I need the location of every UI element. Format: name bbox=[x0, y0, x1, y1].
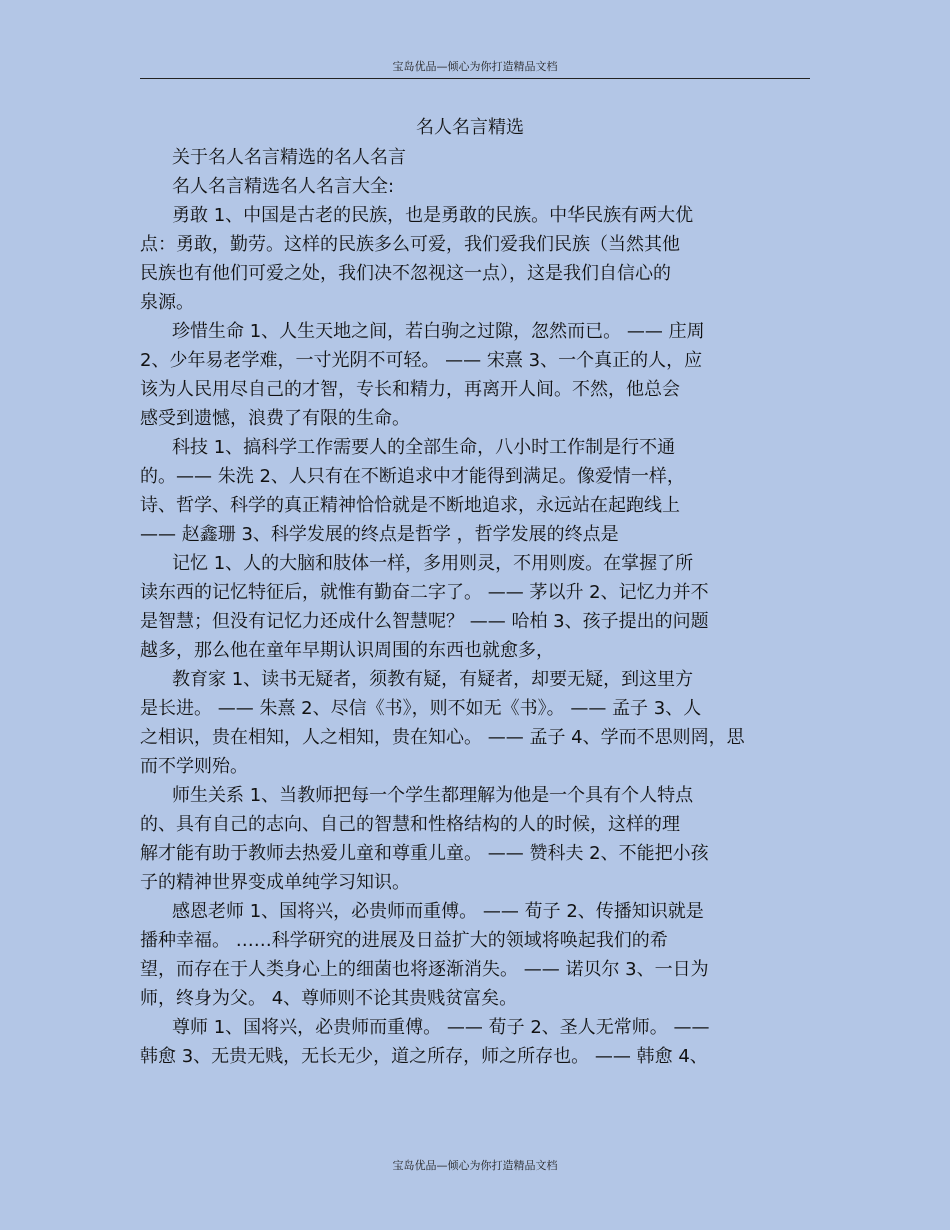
page-header: 宝岛优品—倾心为你打造精品文档 bbox=[392, 60, 558, 73]
page-footer: 宝岛优品—倾心为你打造精品文档 bbox=[392, 1159, 558, 1172]
text-line: 望，而存在于人类身心上的细菌也将逐渐消失。 —— 诺贝尔 3、一日为 bbox=[140, 959, 709, 980]
paragraph bbox=[140, 1013, 802, 1071]
text-line: 科技 1、搞科学工作需要人的全部生命，八小时工作制是行不通 bbox=[172, 437, 676, 458]
header-divider bbox=[140, 78, 810, 79]
text-line: 师，终身为父。 4、尊师则不论其贵贱贫富矣。 bbox=[140, 988, 518, 1009]
paragraph bbox=[140, 897, 802, 1013]
text-line: 泉源。 bbox=[140, 292, 194, 313]
text-line: 越多，那么他在童年早期认识周围的东西也就愈多， bbox=[140, 640, 554, 661]
text-line: 民族也有他们可爱之处，我们决不忽视这一点），这是我们自信心的 bbox=[140, 263, 671, 284]
text-line: 感恩老师 1、国将兴，必贵师而重傅。 —— 荀子 2、传播知识就是 bbox=[172, 901, 704, 922]
text-line: 播种幸福。 ……科学研究的进展及日益扩大的领域将唤起我们的希 bbox=[140, 930, 668, 951]
paragraph bbox=[140, 172, 802, 201]
text-line: 韩愈 3、无贵无贱，无长无少，道之所存，师之所存也。 —— 韩愈 4、 bbox=[140, 1046, 708, 1067]
text-line: 解才能有助于教师去热爱儿童和尊重儿童。 —— 赞科夫 2、不能把小孩 bbox=[140, 843, 709, 864]
text-line: 珍惜生命 1、人生天地之间，若白驹之过隙，忽然而已。 —— 庄周 bbox=[172, 321, 705, 342]
text-line: 记忆 1、人的大脑和肢体一样，多用则灵，不用则废。在掌握了所 bbox=[172, 553, 694, 574]
text-line: 的。—— 朱洗 2、人只有在不断追求中才能得到满足。像爱情一样， bbox=[140, 466, 685, 487]
text-line: 子的精神世界变成单纯学习知识。 bbox=[140, 872, 410, 893]
text-line: 是长进。 —— 朱熹 2、尽信《书》，则不如无《书》。 —— 孟子 3、人 bbox=[140, 698, 702, 719]
text-line: 是智慧；但没有记忆力还成什么智慧呢？ —— 哈柏 3、孩子提出的问题 bbox=[140, 611, 709, 632]
text-line: 勇敢 1、中国是古老的民族，也是勇敢的民族。中华民族有两大优 bbox=[172, 205, 694, 226]
paragraph bbox=[140, 433, 802, 549]
text-line: 读东西的记忆特征后，就惟有勤奋二字了。 —— 茅以升 2、记忆力并不 bbox=[140, 582, 709, 603]
text-line: 师生关系 1、当教师把每一个学生都理解为他是一个具有个人特点 bbox=[172, 785, 694, 806]
document-body bbox=[140, 143, 802, 1071]
text-line: 名人名言精选名人名言大全: bbox=[172, 176, 395, 197]
text-line: 2、少年易老学难，一寸光阴不可轻。 —— 宋熹 3、一个真正的人，应 bbox=[140, 350, 703, 371]
text-line: 关于名人名言精选的名人名言 bbox=[172, 147, 406, 168]
paragraph bbox=[140, 781, 802, 897]
paragraph bbox=[140, 317, 802, 433]
text-line: 诗、哲学、科学的真正精神恰恰就是不断地追求，永远站在起跑线上 bbox=[140, 495, 680, 516]
text-line: 点：勇敢，勤劳。这样的民族多么可爱，我们爱我们民族（当然其他 bbox=[140, 234, 680, 255]
text-line: 感受到遗憾，浪费了有限的生命。 bbox=[140, 408, 410, 429]
paragraph bbox=[140, 549, 802, 665]
text-line: 该为人民用尽自己的才智，专长和精力，再离开人间。不然，他总会 bbox=[140, 379, 680, 400]
text-line: —— 赵鑫珊 3、科学发展的终点是哲学 ，哲学发展的终点是 bbox=[140, 524, 619, 545]
text-line: 教育家 1、读书无疑者，须教有疑，有疑者，却要无疑，到这里方 bbox=[172, 669, 694, 690]
text-line: 之相识，贵在相知，人之相知，贵在知心。 —— 孟子 4、学而不思则罔，思 bbox=[140, 727, 745, 748]
text-line: 的、具有自己的志向、自己的智慧和性格结构的人的时候，这样的理 bbox=[140, 814, 680, 835]
paragraph bbox=[140, 201, 802, 317]
paragraph bbox=[140, 143, 802, 172]
document-title: 名人名言精选 bbox=[416, 117, 524, 138]
paragraph bbox=[140, 665, 802, 781]
text-line: 尊师 1、国将兴，必贵师而重傅。 —— 荀子 2、圣人无常师。 —— bbox=[172, 1017, 710, 1038]
text-line: 而不学则殆。 bbox=[140, 756, 248, 777]
